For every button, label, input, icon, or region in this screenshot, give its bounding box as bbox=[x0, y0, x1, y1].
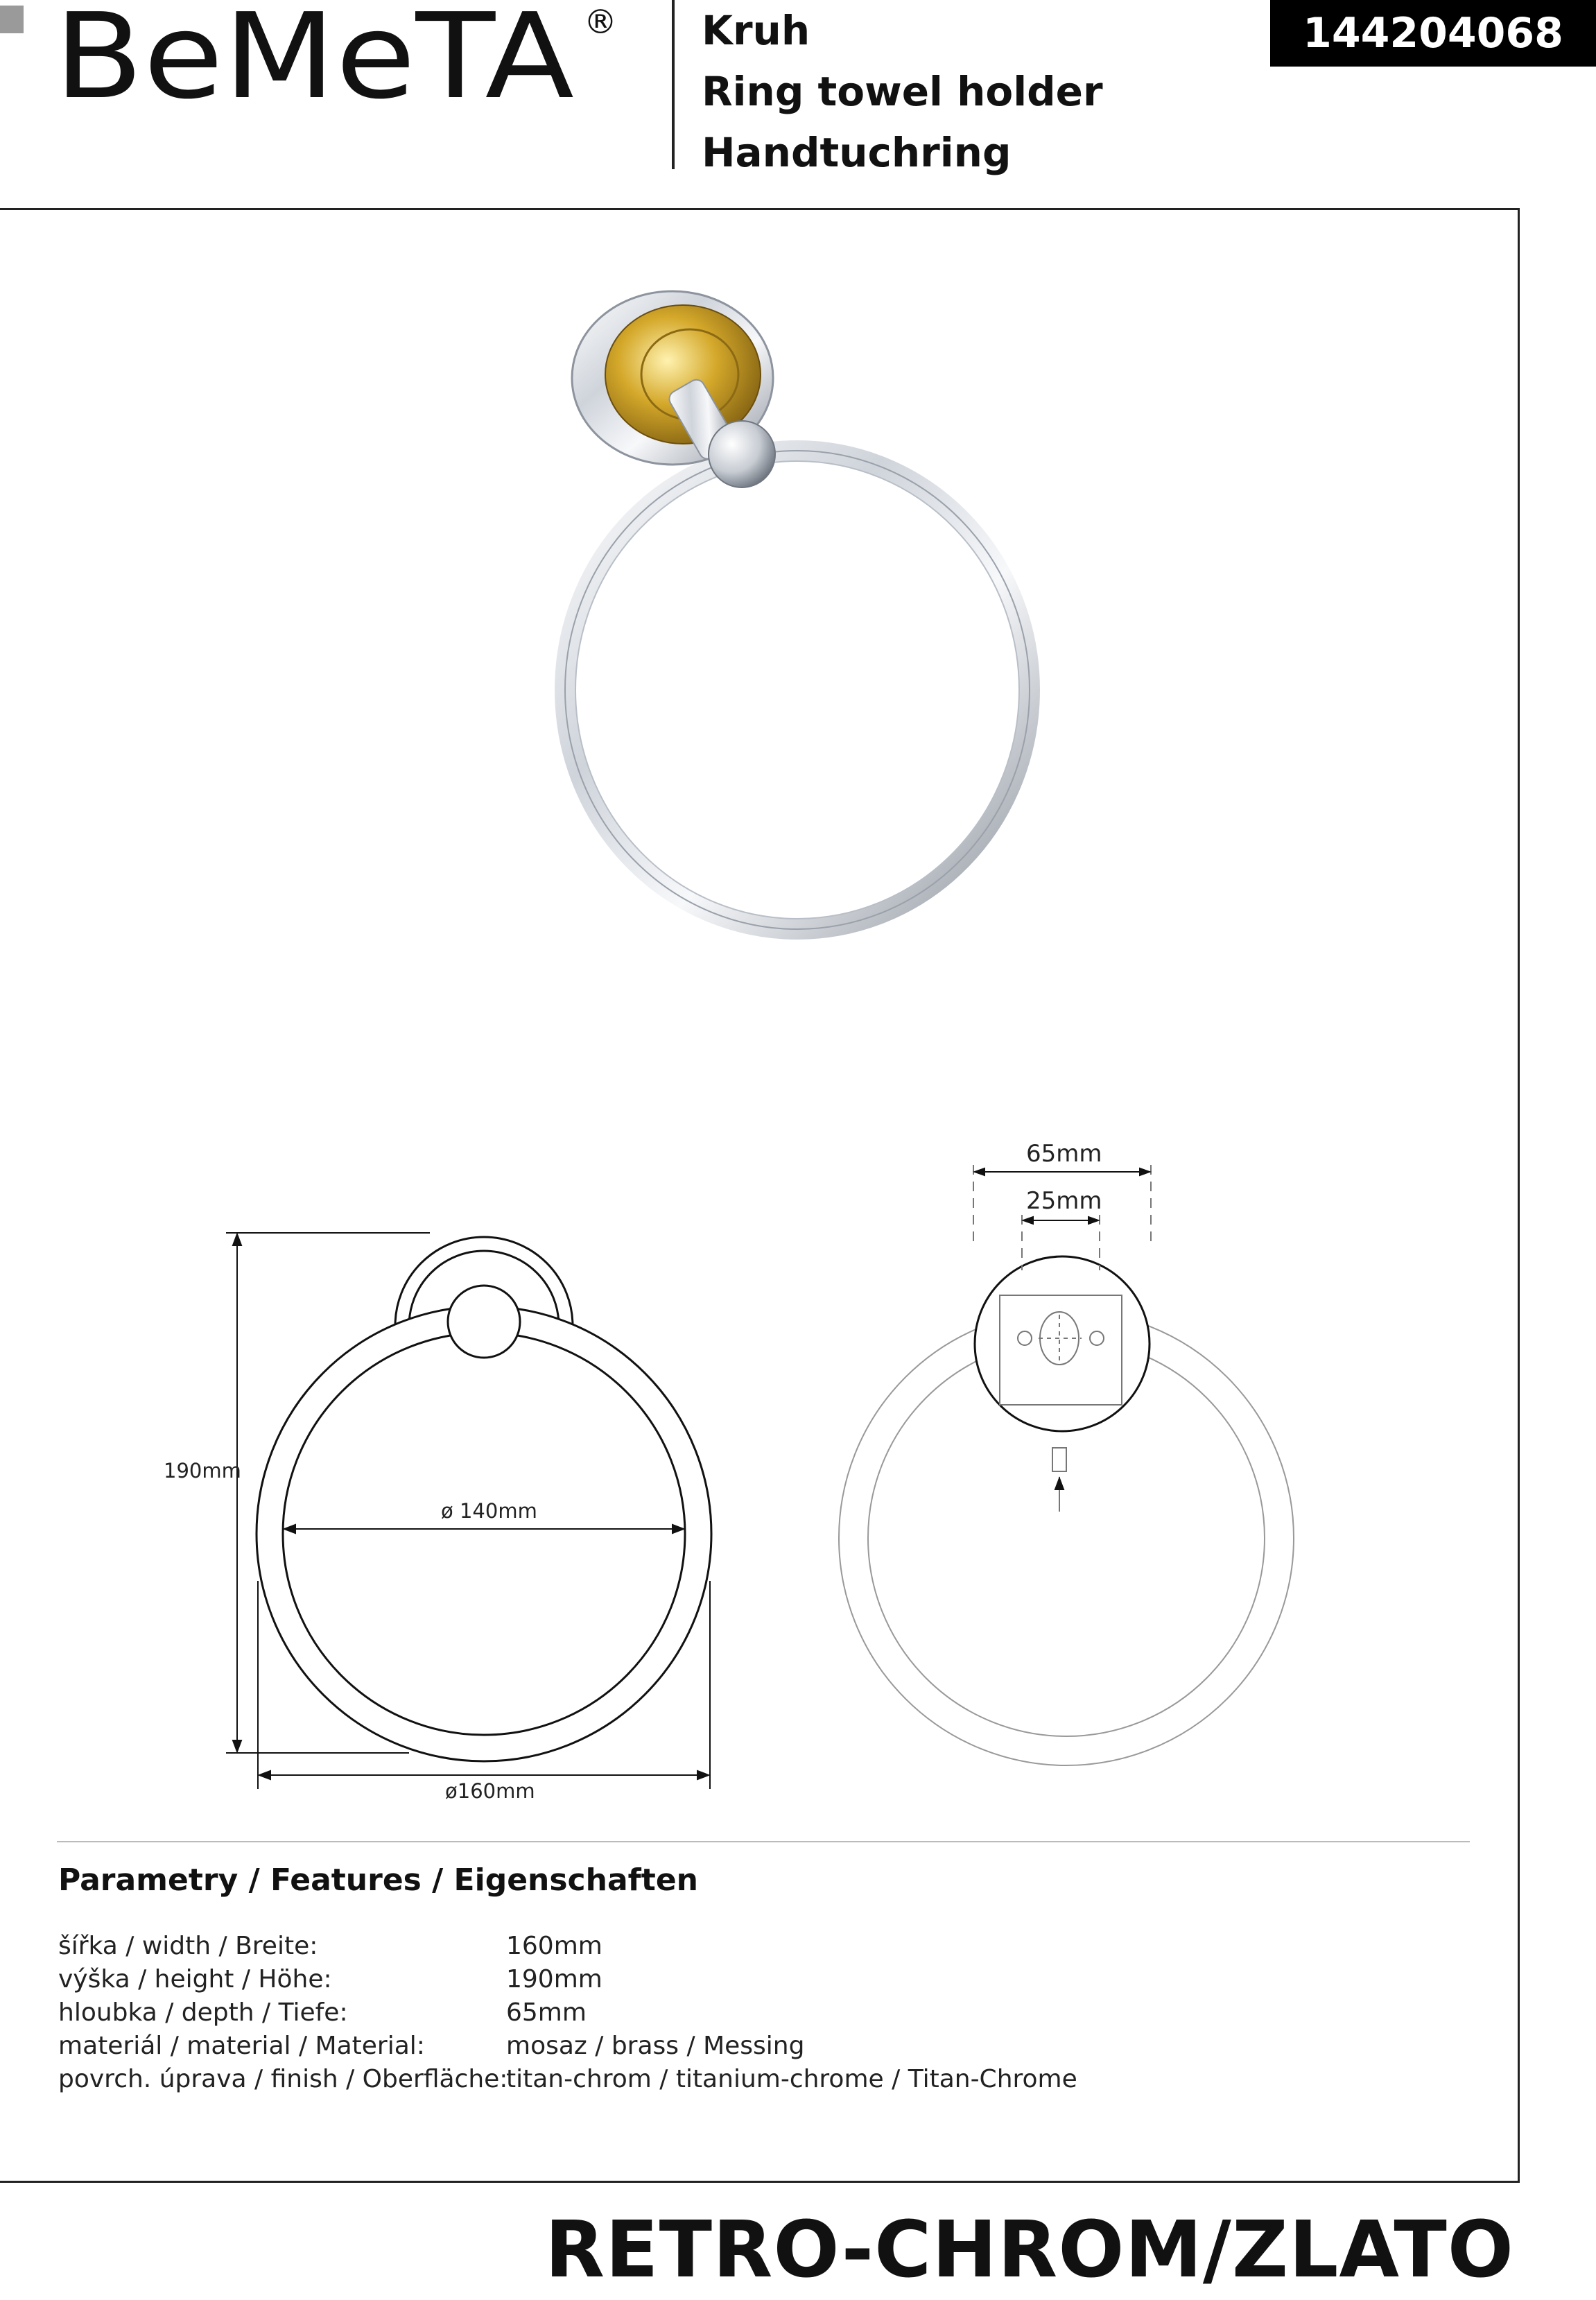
spec-row-depth bbox=[58, 1998, 1077, 2032]
spec-value: 65mm bbox=[506, 1998, 587, 2027]
brand-wordmark: BeMeTA bbox=[54, 0, 574, 111]
spec-value: mosaz / brass / Messing bbox=[506, 2032, 805, 2060]
spec-value: 160mm bbox=[506, 1932, 602, 1960]
spec-row-height bbox=[58, 1965, 1077, 1998]
registered-mark: ® bbox=[584, 3, 617, 42]
spec-label: šířka / width / Breite: bbox=[58, 1932, 318, 1960]
logo-square-icon bbox=[0, 6, 24, 33]
spec-row-material bbox=[58, 2032, 1077, 2065]
title-cz: Kruh bbox=[702, 7, 810, 54]
spec-label: hloubka / depth / Tiefe: bbox=[58, 1998, 348, 2027]
front-knob bbox=[448, 1286, 520, 1358]
features-table bbox=[58, 1932, 1077, 2098]
title-de: Handtuchring bbox=[702, 129, 1012, 176]
inner-diameter-label: ø 140mm bbox=[441, 1499, 537, 1523]
title-en: Ring towel holder bbox=[702, 68, 1103, 115]
spec-label: povrch. úprava / finish / Oberfläche: bbox=[58, 2065, 508, 2093]
section-divider bbox=[57, 1841, 1470, 1842]
header-divider bbox=[672, 0, 675, 169]
product-code: 144204068 bbox=[1270, 0, 1596, 67]
features-heading: Parametry / Features / Eigenschaften bbox=[58, 1862, 698, 1898]
series-name: RETRO-CHROM/ZLATO bbox=[544, 2205, 1514, 2295]
spec-label: výška / height / Höhe: bbox=[58, 1965, 332, 1994]
spec-row-finish bbox=[58, 2065, 1077, 2098]
spec-value: 190mm bbox=[506, 1965, 602, 1994]
height-dimension-label: 190mm bbox=[164, 1459, 241, 1482]
mount-dimension-label: 25mm bbox=[1026, 1187, 1102, 1215]
spec-label: materiál / material / Material: bbox=[58, 2032, 425, 2060]
product-titles bbox=[702, 0, 1103, 183]
spec-row-width bbox=[58, 1932, 1077, 1965]
technical-drawing bbox=[0, 1109, 1520, 1810]
product-photo bbox=[541, 277, 1068, 957]
outer-diameter-label: ø160mm bbox=[445, 1779, 535, 1803]
spec-value: titan-chrom / titanium-chrome / Titan-Chrome bbox=[506, 2065, 1077, 2093]
brand-logo bbox=[0, 0, 624, 111]
front-ring-outer bbox=[257, 1306, 711, 1761]
depth-dimension-label: 65mm bbox=[1026, 1140, 1102, 1168]
